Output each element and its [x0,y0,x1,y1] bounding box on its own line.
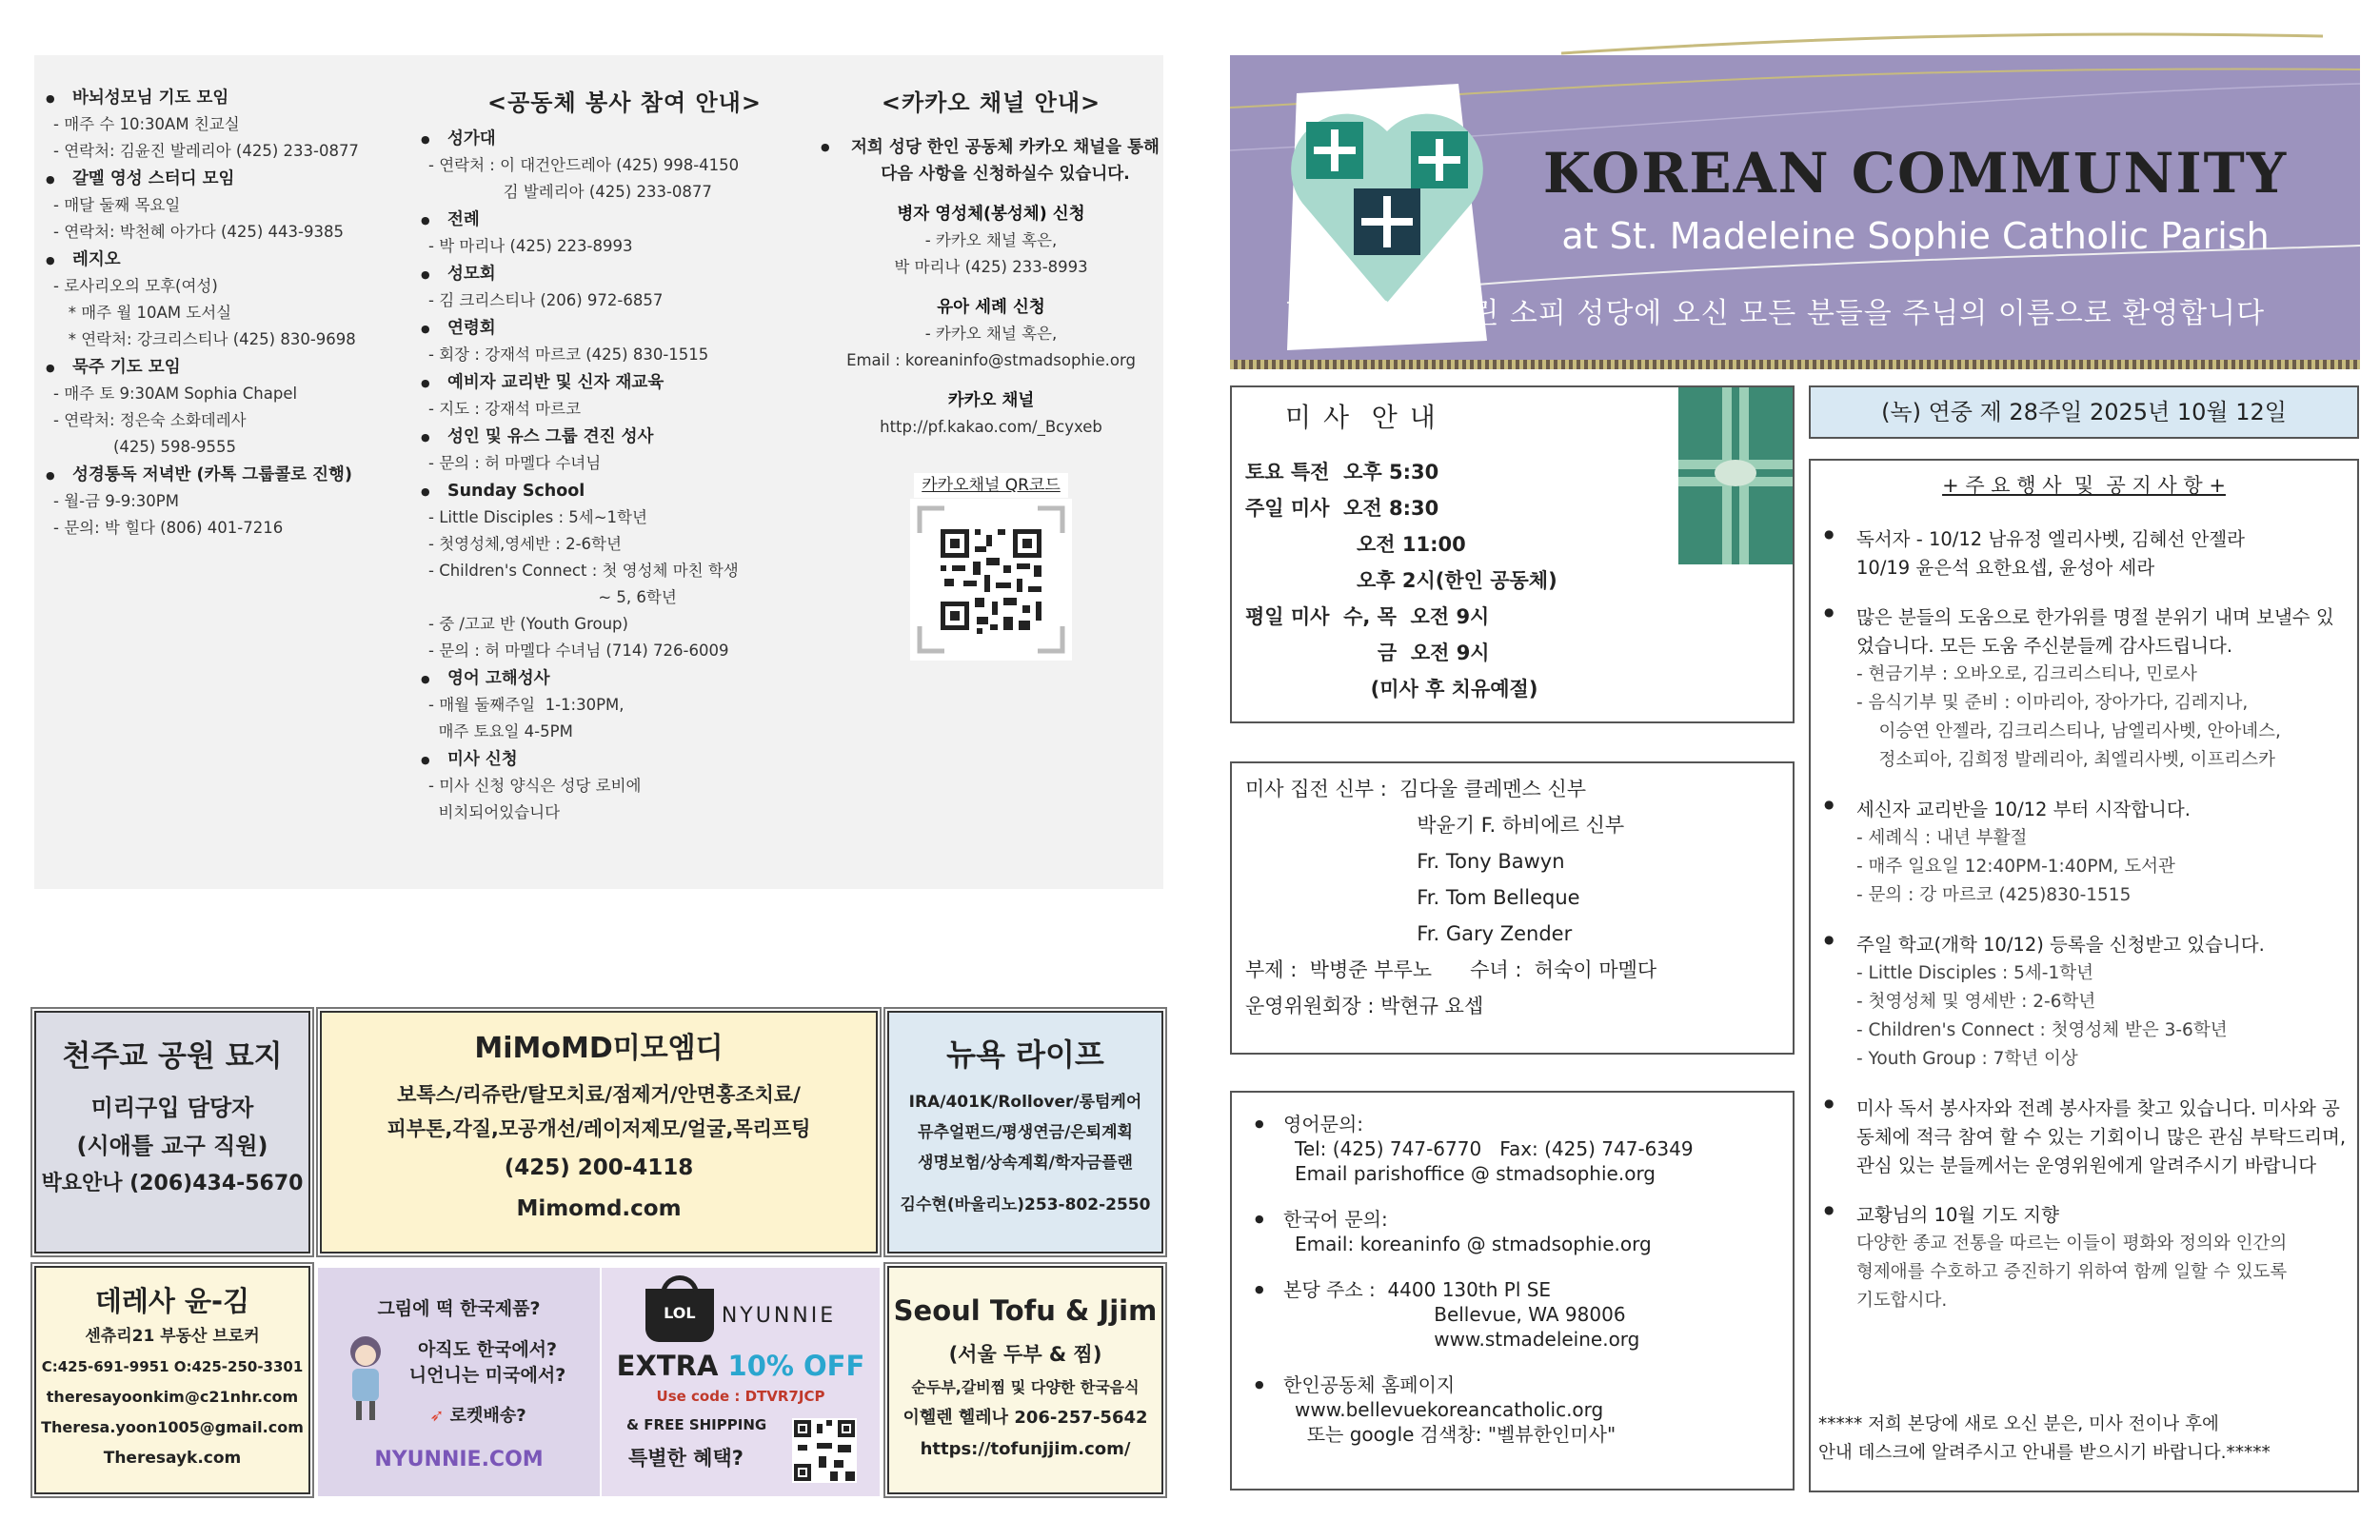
cemetery-ad [34,1011,310,1254]
group-detail: - 연락처 : 이 대건안드레아 (425) 998-4150 [428,156,740,174]
mimomd-ad [320,1011,878,1254]
kakao-column [815,84,1167,661]
notice-detail: - 문의 : 강 마르코 (425)830-1515 [1856,885,2132,905]
group-title: ● 성인 및 유스 그룹 견진 성사 [415,424,834,450]
free-shipping: & FREE SHIPPING [626,1416,767,1433]
notice-detail: 이승연 안젤라, 김크리스티나, 남엘리사벳, 안아녜스, [1856,721,2281,741]
clergy-line: 박윤기 F. 하비에르 신부 [1245,814,1625,837]
mass-title: 미 사 안 내 [1285,402,1438,433]
group-title: ● 갈멜 영성 스터디 모임 [40,167,421,192]
notice-item [1818,931,2351,1074]
tofu-title: Seoul Tofu & Jjim [893,1294,1158,1327]
nyunnie-line: 니언니는 미국에서? [408,1365,566,1386]
bullet-icon: ● [1255,1213,1264,1225]
notice-item [1818,525,2351,582]
group-detail: ~ 5, 6학년 [428,588,677,606]
nylife-line: 생명보험/상속계획/학자금플랜 [918,1154,1133,1173]
mass-time-line: 주일 미사 오전 8:30 [1245,497,1439,520]
contact-detail[interactable]: Tel: (425) 747-6770 Fax: (425) 747-6349 [1295,1137,1694,1160]
clergy-line: Fr. Gary Zender [1245,922,1573,945]
group-detail: - 매월 둘째주일 1-1:30PM, [428,696,625,714]
teresa-realty-ad [34,1266,310,1494]
mass-schedule-box [1230,385,1795,723]
kakao-item-detail[interactable]: http://pf.kakao.com/_Bcyxeb [880,418,1102,436]
clergy-line: Fr. Tony Bawyn [1245,850,1565,873]
notice-item [1818,796,2351,910]
group-detail: - 문의: 박 힐다 (806) 401-7216 [53,519,284,537]
nyunnie-website[interactable]: NYUNNIE.COM [374,1448,544,1471]
mass-time-line: 오후 2시(한인 공동체) [1245,569,1557,592]
rocket-icon: ➶ [429,1406,450,1426]
notice-detail: - 세례식 : 내년 부활절 [1856,828,2028,848]
notice-detail: - Youth Group : 7학년 이상 [1856,1049,2078,1069]
group-detail: - 연락처: 정은숙 소화데레사 [53,411,247,429]
group-detail: 매주 토요일 4-5PM [428,722,573,740]
contact-heading: ● 한국어 문의: [1255,1208,1388,1231]
nyunnie-character-icon [339,1331,392,1426]
benefit-text: 특별한 혜택? [628,1447,744,1470]
tofu-line: 순두부,갈비찜 및 다양한 한국음식 [911,1378,1140,1396]
contact-detail[interactable]: Email: koreaninfo @ stmadsophie.org [1295,1233,1652,1255]
notices-title: + 주 요 행 사 및 공 지 사 항 + [1942,474,2226,497]
group-detail: 비치되어있습니다 [428,803,561,821]
group-detail: (425) 598-9555 [53,438,236,456]
group-title: ● 묵주 기도 모임 [40,355,421,381]
notice-detail: - 현금기부 : 오바오로, 김크리스티나, 민로사 [1856,664,2197,684]
mimomd-title: MiMoMD미모엠디 [474,1032,724,1065]
nyunnie-ad-right [602,1268,880,1496]
nylife-contact: 김수현(바울리노)253-802-2550 [900,1195,1151,1214]
group-detail: - Children's Connect : 첫 영성체 마친 학생 [428,562,739,580]
liturgy-date-header [1809,385,2359,439]
group-title: ● 레지오 [40,247,421,273]
group-detail: - 월-금 9-9:30PM [53,492,179,510]
group-detail: - 김 크리스티나 (206) 972-6857 [428,291,664,309]
kakao-item-title: 카카오 채널 [947,391,1035,410]
kakao-item-title: 유아 세례 신청 [937,298,1045,317]
bullet-icon: ● [1255,1283,1264,1295]
kakao-item-title: 병자 영성체(봉성체) 신청 [897,205,1085,224]
groups-column [40,84,421,542]
mass-time-line: 오전 11:00 [1245,533,1466,556]
banner-title: KOREAN COMMUNITY [1542,141,2289,206]
mass-time-line: 금 오전 9시 [1245,642,1490,664]
group-title: ● 예비자 교리반 및 신자 재교육 [415,370,834,396]
group-title: ● 성경통독 저녁반 (카톡 그룹콜로 진행) [40,463,421,488]
contact-heading: ● 본당 주소 : 4400 130th Pl SE [1255,1278,1552,1301]
mass-time-line: (미사 후 치유예절) [1245,678,1538,701]
group-title: ● 연령회 [415,316,834,342]
clergy-line: 부제 : 박병준 부루노 수녀 : 허숙이 마멜다 [1245,958,1657,981]
nyunnie-line: 아직도 한국에서? [417,1339,558,1360]
contact-heading: ● 한인공동체 홈페이지 [1255,1373,1456,1396]
tofu-website[interactable]: https://tofunjjim.com/ [920,1439,1131,1459]
group-detail: - 매주 수 10:30AM 친교실 [53,115,240,133]
contact-detail: 또는 google 검색창: "벨뷰한인미사" [1295,1423,1616,1446]
qr-label: 카카오채널 QR코드 [914,473,1068,498]
clergy-line: 운영위원회장 : 박현규 요셉 [1245,995,1484,1017]
service-list [415,127,834,826]
contact-detail: Bellevue, WA 98006 [1295,1303,1626,1326]
newyork-life-ad [887,1011,1163,1254]
group-detail: - 첫영성체,영세반 : 2-6학년 [428,535,622,553]
notice-item [1818,1095,2351,1180]
off-text: 10% OFF [727,1350,865,1382]
notice-detail: 기도합시다. [1856,1291,1948,1311]
group-title: ● 전례 [415,207,834,233]
shopping-bag-icon [645,1289,714,1342]
cemetery-phone: 박요안나 (206)434-5670 [41,1172,304,1195]
banner-top-curve [1561,19,2323,57]
mass-time-line: 토요 특전 오후 5:30 [1245,461,1439,484]
notices-box [1809,459,2359,1492]
contact-list [1251,1112,1784,1447]
kakao-item-detail: - 카카오 채널 혹은, [924,325,1058,343]
kakao-items [815,201,1167,441]
group-title: ● 성가대 [415,127,834,152]
group-detail: - 매달 둘째 목요일 [53,196,181,214]
teresa-email[interactable]: theresayoonkim@c21nhr.com [46,1388,299,1406]
group-detail: - 중 /고교 반 (Youth Group) [428,615,628,633]
banner-subtitle: at St. Madeleine Sophie Catholic Parish [1561,215,2270,257]
teresa-line: C:425-691-9951 O:425-250-3301 [41,1358,304,1375]
liturgy-date: (녹) 연중 제 28주일 2025년 10월 12일 [1881,399,2287,425]
group-title: ● Sunday School [415,479,834,504]
cemetery-title: 천주교 공원 묘지 [62,1039,283,1074]
group-title: ● 바뇌성모님 기도 모임 [40,86,421,111]
notice-detail: - 음식기부 및 준비 : 이마리아, 장아가다, 김레지나, [1856,693,2249,713]
notice-detail: 다양한 종교 전통을 따르는 이들이 평화와 정의와 인간의 [1856,1234,2288,1254]
left-info-panel [34,55,1163,889]
clergy-line: 미사 집전 신부 : 김다울 클레멘스 신부 [1245,778,1587,800]
promo-code: Use code : DTVR7JCP [656,1388,825,1405]
notice-detail: - 첫영성체 및 영세반 : 2-6학년 [1856,992,2096,1012]
bullet-icon: ● [1255,1378,1264,1391]
clergy-box [1230,761,1795,1055]
notice-detail: 형제애를 수호하고 증진하기 위하여 함께 일할 수 있도록 [1856,1262,2288,1282]
notice-main: 많은 분들의 도움으로 한가위를 명절 분위기 내며 보낼수 있었습니다. 모든 도움 주신분들께 감사드립니다. [1856,606,2334,657]
clergy-line: Fr. Tom Belleque [1245,886,1580,909]
notice-detail: - Little Disciples : 5세-1학년 [1856,963,2093,983]
nyunnie-headline: 그림에 떡 한국제품? [377,1298,541,1319]
parish-banner [1230,55,2360,369]
notice-main: 세신자 교리반을 10/12 부터 시작합니다. [1856,799,2191,820]
notice-main: 독서자 - 10/12 남유정 엘리사벳, 김혜선 안젤라 10/19 윤은석 요한요셉, 윤성아 세라 [1856,528,2246,579]
notice-item [1818,1201,2351,1315]
nylife-line: IRA/401K/Rollover/롱텀케어 [908,1093,1142,1112]
nyunnie-qr-code [792,1418,857,1483]
nyunnie-brand: NYUNNIE [721,1303,837,1328]
kakao-title: <카카오 채널 안내> [881,89,1101,116]
kakao-item-detail[interactable]: Email : koreaninfo@stmadsophie.org [846,351,1136,369]
bullet-icon: ● [1824,798,1835,811]
bullet-icon: ● [1824,1203,1835,1216]
teresa-title: 데레사 윤-김 [94,1285,250,1317]
mimomd-services: 보톡스/리쥬란/탈모치료/점제거/안면홍조치료/ [397,1083,801,1106]
group-title: ● 미사 신청 [415,747,834,773]
kakao-intro: ● 저희 성당 한인 공동체 카카오 채널을 통해 다음 사항을 신청하실수 있습니다. [815,134,1167,188]
nylife-line: 뮤추얼펀드/평생연금/은퇴계획 [918,1123,1133,1142]
bullet-icon: ● [1255,1117,1264,1130]
cemetery-line: 미리구입 담당자 [90,1095,254,1121]
mass-times [1245,454,1557,707]
contact-box [1230,1091,1795,1491]
group-detail: - 매주 토 9:30AM Sophia Chapel [53,385,298,403]
group-detail: - 문의 : 허 마멜다 수녀님 [428,454,602,472]
mass-time-line: 평일 미사 수, 목 오전 9시 [1245,605,1490,628]
group-detail: - 미사 신청 양식은 성당 로비에 [428,777,642,795]
service-title: <공동체 봉사 참여 안내> [487,89,762,116]
contact-detail[interactable]: Email parishoffice @ stmadsophie.org [1295,1162,1656,1185]
notice-item [1818,603,2351,775]
contact-heading: ● 영어문의: [1255,1113,1364,1135]
notice-main: 교황님의 10월 기도 지향 [1856,1204,2059,1226]
parish-logo-icon [1287,93,1487,312]
group-title: ● 성모회 [415,262,834,287]
banner-bottom-border [1230,360,2360,369]
bullet-icon: ● [1824,605,1835,619]
group-detail: - 로사리오의 모후(여성) [53,277,218,295]
notice-detail: 정소피아, 김희정 발레리아, 최엘리사벳, 이프리스카 [1856,750,2275,770]
bullet-icon: ● [1824,527,1835,541]
notice-detail: - Children's Connect : 첫영성체 받은 3-6학년 [1856,1020,2228,1040]
group-detail: - 연락처: 박천혜 아가다 (425) 443-9385 [53,223,344,241]
banner-welcome: 성 매들린 소피 성당에 오신 모든 분들을 주님의 이름으로 환영합니다 [1375,297,2266,330]
nyunnie-ad-left [318,1268,600,1496]
teresa-email[interactable]: Theresa.yoon1005@gmail.com [41,1418,304,1436]
group-detail: - Little Disciples : 5세~1학년 [428,508,647,526]
groups-list [40,86,421,542]
bullet-icon: ● [1824,1096,1835,1110]
group-detail: - 연락처: 김윤진 발레리아 (425) 233-0877 [53,142,359,160]
mimomd-website[interactable]: Mimomd.com [516,1196,682,1221]
cemetery-line: (시애틀 교구 직원) [76,1133,268,1159]
notice-detail: - 매주 일요일 12:40PM-1:40PM, 도서관 [1856,857,2175,877]
kakao-item-detail: - 카카오 채널 혹은, [924,231,1058,249]
service-column [415,84,834,826]
tofu-subtitle: (서울 두부 & 찜) [948,1343,1102,1366]
contact-detail[interactable]: www.bellevuekoreancatholic.org [1295,1398,1604,1421]
mass-ribbon-image [1678,387,1793,564]
notices-list [1818,525,2351,1336]
group-title: ● 영어 고해성사 [415,666,834,692]
tofu-phone: 이헬렌 헬레나 206-257-5642 [902,1408,1148,1428]
notice-main: 미사 독서 봉사자와 전례 봉사자를 찾고 있습니다. 미사와 공동체에 적극 참여 할 수 있는 기회이니 많은 관심 부탁드리며, 관심 있는 분들께서는 운영위원에게 알려주시기 바랍니다 [1856,1097,2347,1176]
seoul-tofu-ad [887,1266,1163,1494]
discount-line [602,1350,880,1382]
group-detail: * 매주 월 10AM 도서실 [53,304,232,322]
teresa-website[interactable]: Theresayk.com [103,1449,242,1468]
bullet-icon: ● [1824,933,1835,946]
notice-main: 주일 학교(개학 10/12) 등록을 신청받고 있습니다. [1856,934,2265,956]
group-detail: - 문의 : 허 마멜다 수녀님 (714) 726-6009 [428,642,729,660]
nyunnie-rocket-text: 로켓배송? [449,1406,526,1426]
mimomd-services: 피부톤,각질,모공개선/레이저제모/얼굴,목리프팅 [387,1117,811,1140]
group-detail: - 지도 : 강재석 마르코 [428,400,582,418]
group-detail: 김 발레리아 (425) 233-0877 [428,183,712,201]
group-detail: - 회장 : 강재석 마르코 (425) 830-1515 [428,346,709,364]
mimomd-phone: (425) 200-4118 [504,1155,694,1180]
kakao-item-detail: 박 마리나 (425) 233-8993 [894,258,1088,276]
nylife-title: 뉴욕 라이프 [946,1037,1104,1073]
teresa-line: 센츄리21 부동산 브로커 [85,1327,260,1346]
lol-logo-text: LOL [664,1304,696,1322]
group-detail: - 박 마리나 (425) 223-8993 [428,237,633,255]
group-detail: * 연락처: 강크리스티나 (425) 830-9698 [53,330,356,348]
contact-detail[interactable]: www.stmadeleine.org [1295,1328,1640,1351]
qr-code-image [910,499,1072,661]
notices-footnote: ***** 저희 본당에 새로 오신 분은, 미사 전이나 후에 안내 데스크에 알려주시고 안내를 받으시기 바랍니다.***** [1818,1414,2271,1463]
clergy-list [1245,771,1656,1024]
extra-text: EXTRA [616,1350,719,1382]
